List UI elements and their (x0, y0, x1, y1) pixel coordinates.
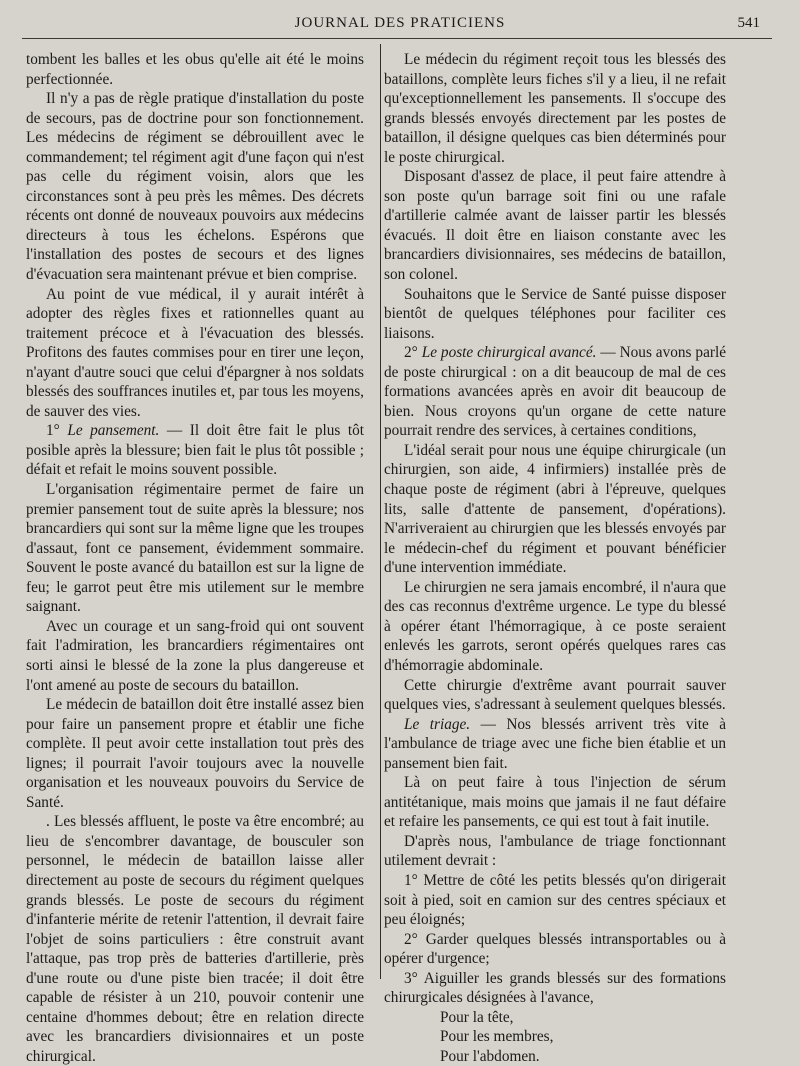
sub-item: Pour les membres, (440, 1028, 554, 1046)
section-heading: Le triage. (404, 715, 471, 733)
paragraph: tombent les balles et les obus qu'elle ait été le moins perfectionnée. (26, 51, 364, 88)
list-item: 1° Mettre de côté les petits blessés qu'on dirigerait soit à pied, soit en camion sur des centres spéciaux et peu éloignés; (384, 871, 726, 929)
paragraph: Avec un courage et un sang-froid qui ont souvent fait l'admiration, les brancardiers régimentaires ont sorti ainsi le blessé de la zone la plus dangereuse et l'ont amené au poste de secours du bataillon. (26, 617, 364, 694)
section-heading: Le poste chirurgical avancé. (421, 344, 597, 362)
paragraph: D'après nous, l'ambulance de triage fonctionnant utilement devrait : (384, 832, 726, 870)
page-number: 541 (737, 15, 760, 31)
paragraph: Il n'y a pas de règle pratique d'installation du poste de secours, pas de doctrine pour son fonctionnement. Les médecins de régiment se débrouillent avec le commandement; tel régiment agit d'une façon qui n'est pas celle du régiment voisin, alors que les circonstances sont à peu près les mêmes. Des décrets récents ont donné de nouveaux pouvoirs aux médecins directeurs à tous les échelons. Espérons que l'installation des postes de secours et des lignes d'évacuation sera maintenant prévue et bien comprise. (26, 90, 364, 284)
item-number: 1° (46, 422, 60, 440)
paragraph: Là on peut faire à tous l'injection de sérum antitétanique, mais moins que jamais il ne faut défaire et refaire les pansements, ce qui est tout à fait inutile. (384, 774, 726, 831)
paragraph-text: Nos blessés arrivent très vite à l'ambulance de triage avec une fiche bien établie et un pansement bien fait. (384, 715, 727, 772)
paragraph: Souhaitons que le Service de Santé puisse disposer bientôt de quelques téléphones pour faciliter ces liaisons. (384, 285, 726, 342)
paragraph: . Les blessés affluent, le poste va être encombré; au lieu de s'encombrer davantage, de bousculer son personnel, le médecin de bataillon laisse aller directement au poste de secours du régiment quelques grands blessés. Le poste de secours du régiment d'infanterie mérite de retenir l'attention, il devrait faire l'objet de soins particuliers : être construit avant l'attaque, pas trop près de batteries d'artillerie, près d'une route ou d'une piste bien tracée; il doit être capable de résister à un 210, pouvoir contenir une centaine d'hommes debout; être en relation directe avec les brancardiers divisionnaires et un poste chirurgical. (26, 813, 364, 1065)
header-rule (22, 38, 772, 39)
paragraph: Disposant d'assez de place, il peut faire attendre à son poste qu'un barrage soit fini ou une rafale d'artillerie calmée avant de laisser partir les blessés évacués. Il doit être en liaison constante avec les brancardiers divisionnaires, ses médecins de bataillon, son colonel. (384, 168, 726, 284)
right-column (384, 50, 726, 1066)
sub-item: Pour l'abdomen. (440, 1047, 540, 1065)
paragraph: Le chirurgien ne sera jamais encombré, il n'aura que des cas reconnus d'extrême urgence. Le type du blessé à opérer étant l'hémorragique, à ce poste seraient enlevés les garrots, seront opérés quelques rares cas d'hémorragie abdominale. (384, 578, 726, 674)
paragraph: L'idéal serait pour nous une équipe chirurgicale (un chirurgien, son aide, 4 infirmiers) installée près de chaque poste de régiment (abri à l'épreuve, quelques lits, salle d'attente de pansement, d'opérations). N'arriveraient au chirurgien que les blessés envoyés par le médecin-chef du régiment et pouvant bénéficier d'une intervention immédiate. (384, 441, 726, 577)
running-header (0, 12, 800, 36)
paragraph: Le médecin de bataillon doit être installé assez bien pour faire un pansement propre et établir une fiche complète. Il peut avoir cette installation tout près des lignes; il pourrait l'avoir toujours avec la nouvelle organisation et les nouveaux pouvoirs du Service de Santé. (26, 696, 364, 811)
list-item: 3° Aiguiller les grands blessés sur des formations chirurgicales désignées à l'avance, (384, 969, 726, 1007)
list-item: 2° Garder quelques blessés intransportables ou à opérer d'urgence; (384, 930, 726, 968)
dash: — (600, 344, 616, 362)
paragraph-text: Il doit être fait le plus tôt posible après la blessure; bien fait le plus tôt possible ; défait et refait le moins souvent possible. (26, 422, 364, 479)
section-poste-chirurgical (384, 343, 726, 441)
section-heading: Le pansement. (67, 422, 160, 440)
section-triage (384, 715, 726, 774)
left-column (26, 50, 364, 1066)
paragraph-text: Nous avons parlé de poste chirurgical : on a dit beaucoup de mal de ces formations avancées après en avoir dit beaucoup de bien. Nous croyons qu'un organe de cette nature pourrait rendre des services, à certaines conditions, (384, 344, 726, 440)
paragraph: Au point de vue médical, il y aurait intérêt à adopter des règles fixes et rationnelles quant au traitement précoce et à l'évacuation des blessés. Profitons des fautes commises pour en tirer une leçon, n'ayant d'autre souci que celui d'épargner à nos soldats blessés des souffrances inutiles et, par tous les moyens, de sauver des vies. (26, 285, 364, 420)
paragraph: Le médecin du régiment reçoit tous les blessés des bataillons, complète leurs fiches s'il y a lieu, il ne refait qu'exceptionnellement les pansements. Il s'occupe des grands blessés envoyés directement par les postes de bataillon, il désigne quelques cas bien déterminés pour le poste chirurgical. (384, 51, 726, 166)
paragraph: L'organisation régimentaire permet de faire un premier pansement tout de suite après la blessure; nos brancardiers qui sont sur la même ligne que les troupes d'assaut, font ce pansement, évidemment sommaire. Souvent le poste avancé du bataillon est sur la ligne de feu; le garrot peut être mis utilement sur le membre saignant. (26, 481, 364, 616)
sub-item: Pour la tête, (440, 1008, 514, 1026)
journal-title: JOURNAL DES PRATICIENS (294, 15, 506, 31)
item-number: 2° (404, 344, 418, 362)
dash: — (480, 715, 496, 733)
column-divider (380, 44, 381, 979)
section-pansement: 1° Le pansement. — Il doit être fait le plus tôt posible après la blessure; bien fait le plus tôt possible ; défait et refait le moins souvent possible. (26, 422, 364, 479)
paragraph: Cette chirurgie d'extrême avant pourrait sauver quelques vies, s'adressant à seulement quelques blessés. (384, 676, 726, 714)
